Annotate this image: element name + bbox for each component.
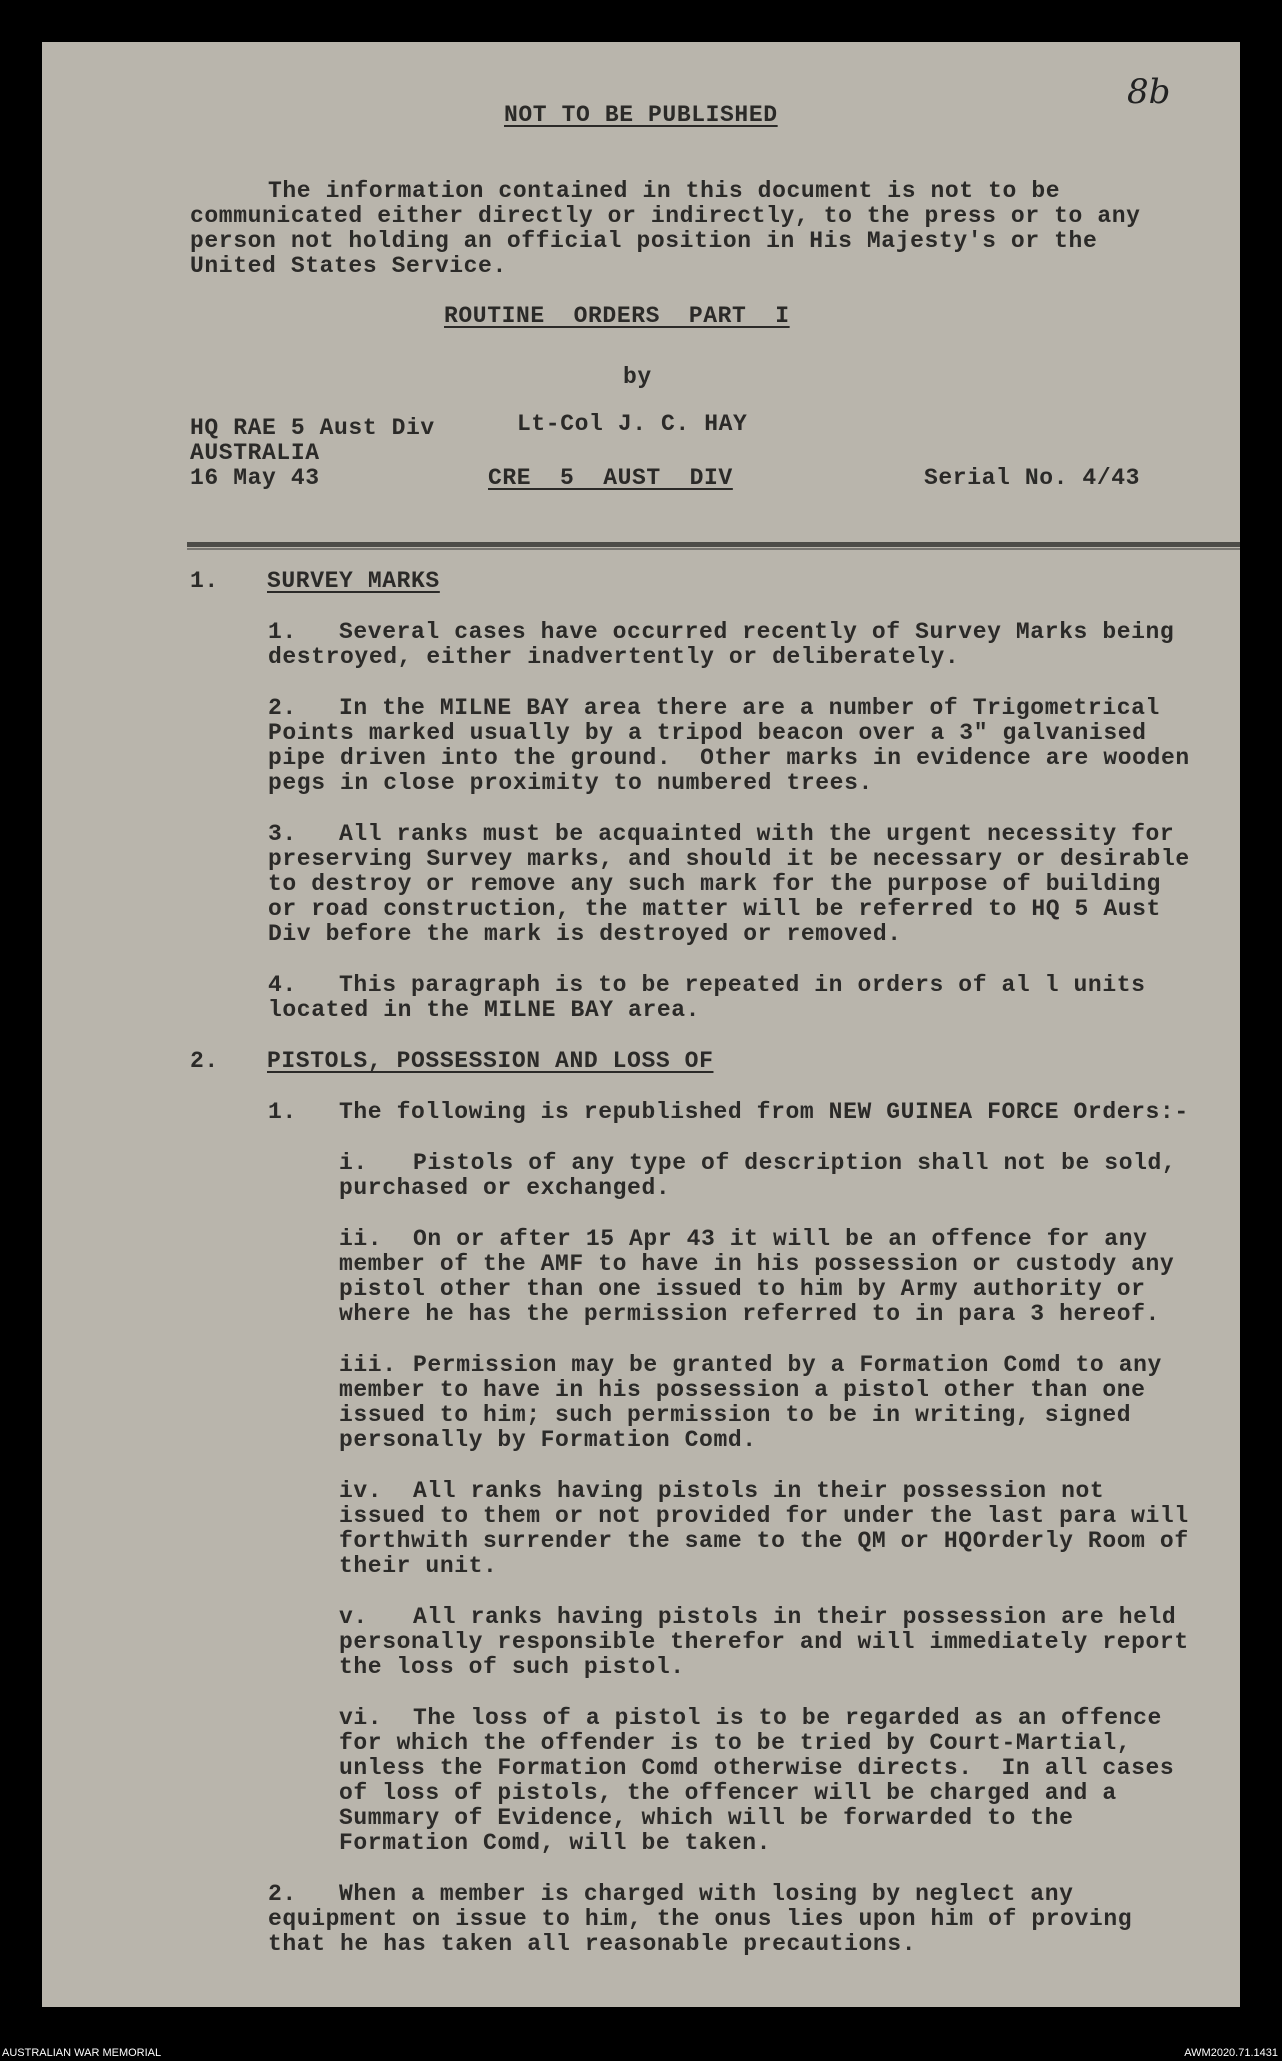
s1-para-4-line-2: located in the MILNE BAY area.: [268, 997, 701, 1023]
s2-sub-iv-number: iv.: [339, 1478, 383, 1504]
section-2-title: PISTOLS, POSSESSION AND LOSS OF: [267, 1048, 714, 1074]
s2-sub-ii-number: ii.: [339, 1226, 383, 1252]
s2-sub-i-line-2: purchased or exchanged.: [339, 1175, 671, 1201]
issue-date: 16 May 43: [190, 465, 320, 491]
s1-para-3-line-5: Div before the mark is destroyed or removed.: [268, 921, 902, 947]
s2-sub-vi-line-2: for which the offender is to be tried by Court-Martial,: [339, 1730, 1132, 1756]
s2-sub-iv-line-4: their unit.: [339, 1553, 498, 1579]
s1-para-3-line-1: All ranks must be acquainted with the urgent necessity for: [339, 821, 1175, 847]
location-line-1: HQ RAE 5 Aust Div: [190, 415, 435, 441]
s2-para-2-line-3: that he has taken all reasonable precautions.: [268, 1931, 917, 1957]
s1-para-4-line-1: This paragraph is to be repeated in orders of al l units: [339, 972, 1146, 998]
s1-para-3-line-3: to destroy or remove any such mark for the purpose of building: [268, 871, 1161, 897]
s2-sub-vi-line-3: unless the Formation Comd otherwise directs. In all cases: [339, 1755, 1175, 1781]
s2-para-2-line-1: When a member is charged with losing by neglect any: [339, 1881, 1074, 1907]
header-rule: [187, 542, 1240, 547]
s1-para-1-line-2: destroyed, either inadvertently or deliberately.: [268, 644, 960, 670]
footer-accession-number: AWM2020.71.1431: [1184, 2047, 1278, 2059]
s1-para-1-line-1: Several cases have occurred recently of Survey Marks being: [339, 619, 1175, 645]
s2-sub-vi-number: vi.: [339, 1705, 383, 1731]
s2-sub-iv-line-1: All ranks having pistols in their possession not: [413, 1478, 1105, 1504]
notice-line-2: communicated either directly or indirectly, to the press or to any: [190, 203, 1141, 229]
s1-para-4-number: 4.: [268, 972, 297, 998]
s2-para-2-line-2: equipment on issue to him, the onus lies upon him of proving: [268, 1906, 1133, 1932]
s2-sub-v-line-2: personally responsible therefor and will immediately report: [339, 1629, 1189, 1655]
notice-line-1: The information contained in this document is not to be: [268, 178, 1061, 204]
s2-sub-iv-line-3: forthwith surrender the same to the QM or HQOrderly Room of: [339, 1528, 1189, 1554]
section-1-number: 1.: [190, 568, 219, 594]
s2-sub-v-line-1: All ranks having pistols in their possession are held: [413, 1604, 1177, 1630]
document-page: [42, 42, 1240, 2007]
issuing-officer: Lt-Col J. C. HAY: [517, 411, 748, 437]
notice-line-4: United States Service.: [190, 253, 507, 279]
s2-sub-vi-line-6: Formation Comd, will be taken.: [339, 1830, 772, 1856]
s2-sub-v-line-3: the loss of such pistol.: [339, 1654, 685, 1680]
s2-sub-iii-line-1: Permission may be granted by a Formation Comd to any: [413, 1352, 1162, 1378]
s1-para-2-line-4: pegs in close proximity to numbered trees.: [268, 770, 873, 796]
s2-sub-v-number: v.: [339, 1604, 368, 1630]
s1-para-3-line-4: or road construction, the matter will be referred to HQ 5 Aust: [268, 896, 1161, 922]
s1-para-2-line-3: pipe driven into the ground. Other marks in evidence are wooden: [268, 745, 1190, 771]
s2-sub-ii-line-2: member of the AMF to have in his possession or custody any: [339, 1251, 1175, 1277]
s2-para-2-number: 2.: [268, 1881, 297, 1907]
location-line-2: AUSTRALIA: [190, 440, 320, 466]
s2-sub-iii-line-3: issued to him; such permission to be in writing, signed: [339, 1402, 1132, 1428]
serial-number: Serial No. 4/43: [924, 465, 1141, 491]
s1-para-3-number: 3.: [268, 821, 297, 847]
s1-para-2-line-1: In the MILNE BAY area there are a number of Trigometrical: [339, 695, 1160, 721]
document-title: ROUTINE ORDERS PART I: [444, 303, 790, 329]
appointment: CRE 5 AUST DIV: [488, 465, 733, 491]
notice-line-3: person not holding an official position in His Majesty's or the: [190, 228, 1098, 254]
s2-sub-i-number: i.: [339, 1150, 368, 1176]
handwritten-annotation: 8b: [1127, 72, 1171, 112]
s1-para-1-number: 1.: [268, 619, 297, 645]
restriction-title: NOT TO BE PUBLISHED: [504, 102, 778, 128]
s2-para-1-line-1: The following is republished from NEW GUINEA FORCE Orders:-: [339, 1099, 1189, 1125]
s2-sub-iv-line-2: issued to them or not provided for under the last para will: [339, 1503, 1189, 1529]
s2-sub-ii-line-3: pistol other than one issued to him by Army authority or: [339, 1276, 1146, 1302]
s1-para-2-number: 2.: [268, 695, 297, 721]
footer-institution: AUSTRALIAN WAR MEMORIAL: [2, 2047, 162, 2059]
s2-sub-iii-number: iii.: [339, 1352, 397, 1378]
s1-para-2-line-2: Points marked usually by a tripod beacon over a 3" galvanised: [268, 720, 1147, 746]
s2-sub-ii-line-4: where he has the permission referred to in para 3 hereof.: [339, 1301, 1160, 1327]
header-rule-secondary: [187, 548, 1240, 550]
s2-sub-iii-line-2: member to have in his possession a pistol other than one: [339, 1377, 1146, 1403]
s2-sub-vi-line-1: The loss of a pistol is to be regarded as an offence: [413, 1705, 1162, 1731]
s2-para-1-number: 1.: [268, 1099, 297, 1125]
s2-sub-vi-line-4: of loss of pistols, the offencer will be charged and a: [339, 1780, 1117, 1806]
s1-para-3-line-2: preserving Survey marks, and should it be necessary or desirable: [268, 846, 1190, 872]
section-2-number: 2.: [190, 1048, 219, 1074]
s2-sub-i-line-1: Pistols of any type of description shall not be sold,: [413, 1150, 1177, 1176]
s2-sub-iii-line-4: personally by Formation Comd.: [339, 1427, 757, 1453]
by-label: by: [623, 364, 652, 390]
section-1-title: SURVEY MARKS: [267, 568, 440, 594]
s2-sub-vi-line-5: Summary of Evidence, which will be forwarded to the: [339, 1805, 1074, 1831]
s2-sub-ii-line-1: On or after 15 Apr 43 it will be an offence for any: [413, 1226, 1148, 1252]
